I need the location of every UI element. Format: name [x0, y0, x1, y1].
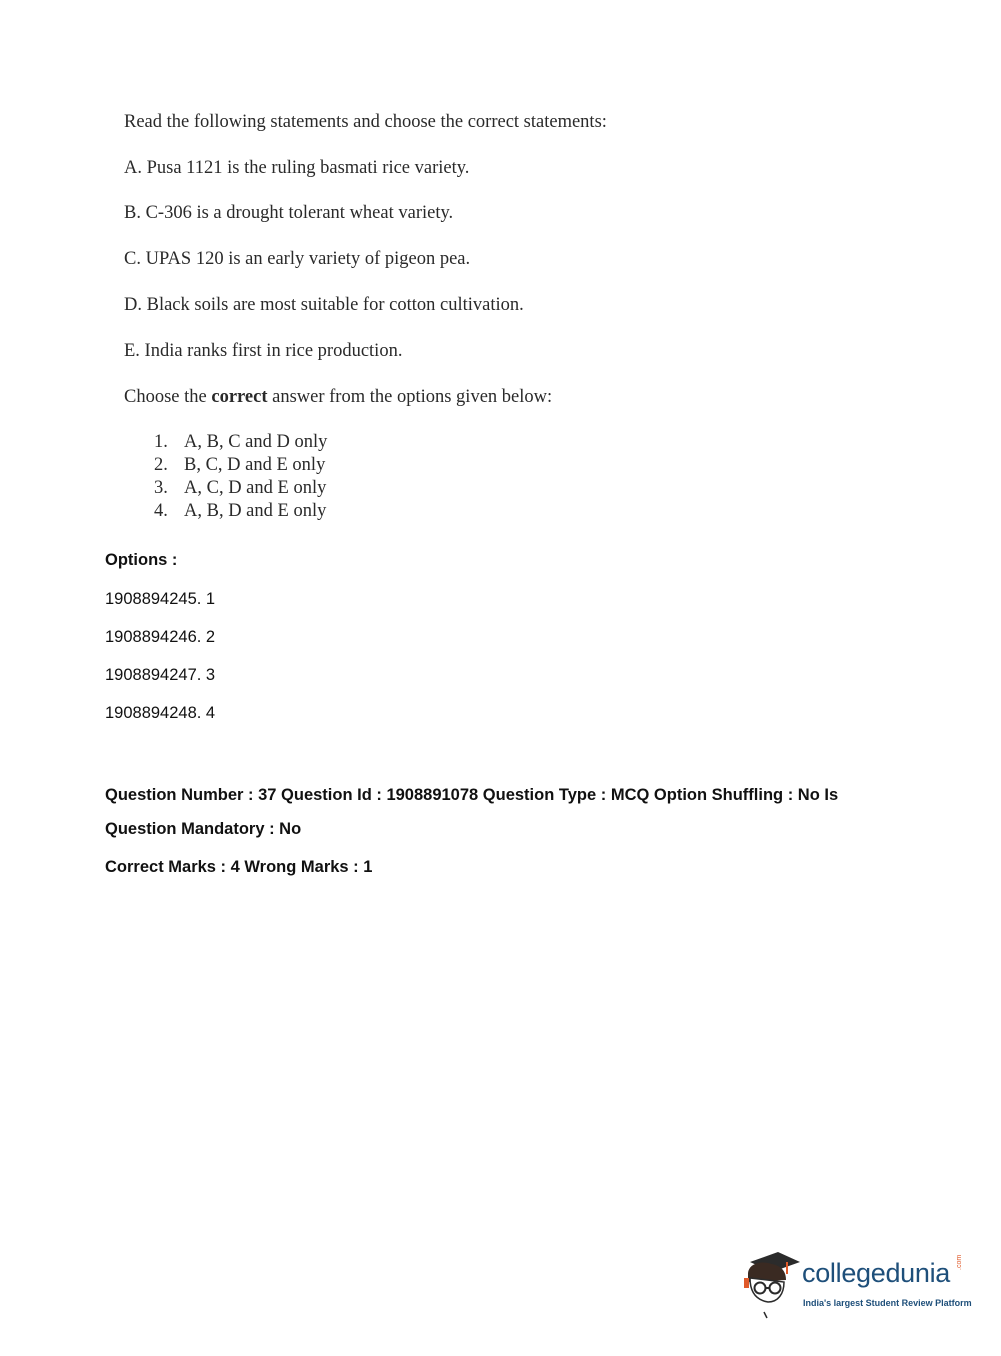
answer-2-number: 2.: [154, 455, 168, 475]
question-meta-line2: Question Mandatory : No: [105, 820, 302, 838]
instruction: [124, 387, 552, 408]
option-item: 1908894245. 1: [105, 590, 216, 608]
answer-1-number: 1.: [154, 432, 168, 452]
logo-suffix: .com: [956, 1254, 963, 1270]
statement-b: B. C-306 is a drought tolerant wheat variety.: [124, 203, 454, 223]
statement-a: A. Pusa 1121 is the ruling basmati rice variety.: [124, 158, 470, 178]
option-item: 1908894246. 2: [105, 628, 216, 646]
question-meta-line3: Correct Marks : 4 Wrong Marks : 1: [105, 858, 373, 876]
graduate-mascot-icon: [742, 1248, 804, 1320]
answer-3-text: A, C, D and E only: [184, 478, 327, 498]
answer-2-text: B, C, D and E only: [184, 455, 326, 475]
answer-1-text: A, B, C and D only: [184, 432, 328, 452]
instruction-bold: correct: [211, 387, 268, 407]
instruction-prefix: Choose the: [124, 387, 212, 407]
question-prompt: Read the following statements and choose the correct statements:: [124, 112, 607, 132]
answer-3: [154, 478, 374, 502]
option-item: 1908894248. 4: [105, 704, 216, 722]
collegedunia-logo: [742, 1248, 972, 1320]
logo-wordmark: collegedunia: [802, 1258, 951, 1288]
statement-d: D. Black soils are most suitable for cotton cultivation.: [124, 295, 524, 315]
instruction-suffix: answer from the options given below:: [267, 387, 553, 407]
option-item: 1908894247. 3: [105, 666, 216, 684]
question-meta-line1: Question Number : 37 Question Id : 1908891078 Question Type : MCQ Option Shuffling : No Is: [105, 786, 839, 804]
answer-2: [154, 455, 374, 479]
logo-tagline: India's largest Student Review Platform: [803, 1298, 972, 1308]
answer-4-text: A, B, D and E only: [184, 501, 327, 521]
answer-4: [154, 501, 374, 525]
options-heading: Options :: [105, 551, 178, 569]
answer-1: [154, 432, 374, 456]
answer-3-number: 3.: [154, 478, 168, 498]
answer-4-number: 4.: [154, 501, 168, 521]
statement-c: C. UPAS 120 is an early variety of pigeon pea.: [124, 249, 471, 269]
statement-e: E. India ranks first in rice production.: [124, 341, 403, 361]
